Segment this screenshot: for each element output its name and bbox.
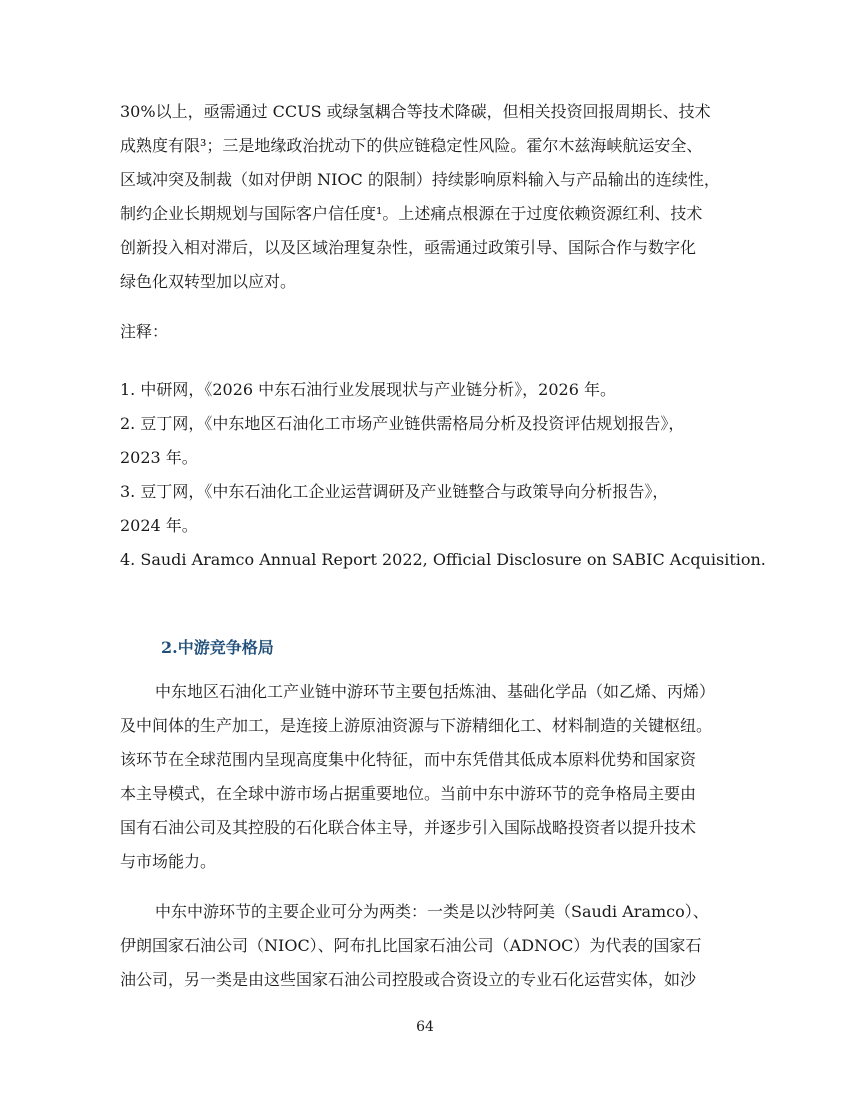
paragraph-3-line: 中东中游环节的主要企业可分为两类：一类是以沙特阿美（Saudi Aramco）、 <box>155 902 709 921</box>
paragraph-2-line: 国有石油公司及其控股的石化联合体主导，并逐步引入国际战略投资者以提升技术 <box>120 818 697 837</box>
paragraph-3-line: 油公司，另一类是由这些国家石油公司控股或合资设立的专业石化运营实体，如沙 <box>120 970 697 989</box>
paragraph-1-line: 成熟度有限³；三是地缘政治扰动下的供应链稳定性风险。霍尔木兹海峡航运安全、 <box>120 136 703 155</box>
notes-label: 注释： <box>120 322 169 341</box>
paragraph-1-line: 制约企业长期规划与国际客户信任度¹。上述痛点根源在于过度依赖资源红利、技术 <box>120 204 703 223</box>
paragraph-2-line: 该环节在全球范围内呈现高度集中化特征，而中东凭借其低成本原料优势和国家资 <box>120 750 697 769</box>
paragraph-1-line: 30%以上，亟需通过 CCUS 或绿氢耦合等技术降碳，但相关投资回报周期长、技术 <box>120 102 711 121</box>
section-heading: 2.中游竞争格局 <box>161 638 274 657</box>
paragraph-2-line: 及中间体的生产加工，是连接上游原油资源与下游精细化工、材料制造的关键枢纽。 <box>120 716 713 735</box>
page-number: 64 <box>416 1019 434 1035</box>
note-item: 2024 年。 <box>120 516 198 535</box>
paragraph-1-line: 绿色化双转型加以应对。 <box>120 272 297 291</box>
paragraph-3-line: 伊朗国家石油公司（NIOC）、阿布扎比国家石油公司（ADNOC）为代表的国家石 <box>120 936 702 955</box>
note-item: 3. 豆丁网，《中东石油化工企业运营调研及产业链整合与政策导向分析报告》， <box>120 482 669 501</box>
note-item: 2023 年。 <box>120 448 198 467</box>
note-item: 2. 豆丁网，《中东地区石油化工市场产业链供需格局分析及投资评估规划报告》， <box>120 414 685 433</box>
paragraph-1-line: 区域冲突及制裁（如对伊朗 NIOC 的限制）持续影响原料输入与产品输出的连续性， <box>120 170 720 189</box>
note-item: 1. 中研网，《2026 中东石油行业发展现状与产业链分析》，2026 年。 <box>120 380 616 399</box>
paragraph-2-line: 中东地区石油化工产业链中游环节主要包括炼油、基础化学品（如乙烯、丙烯） <box>155 682 716 701</box>
paragraph-2-line: 本主导模式，在全球中游市场占据重要地位。当前中东中游环节的竞争格局主要由 <box>120 784 697 803</box>
paragraph-1-line: 创新投入相对滞后，以及区域治理复杂性，亟需通过政策引导、国际合作与数字化 <box>120 238 697 257</box>
note-item: 4. Saudi Aramco Annual Report 2022, Official Disclosure on SABIC Acquisition. <box>120 550 766 569</box>
paragraph-2-line: 与市场能力。 <box>120 852 217 871</box>
